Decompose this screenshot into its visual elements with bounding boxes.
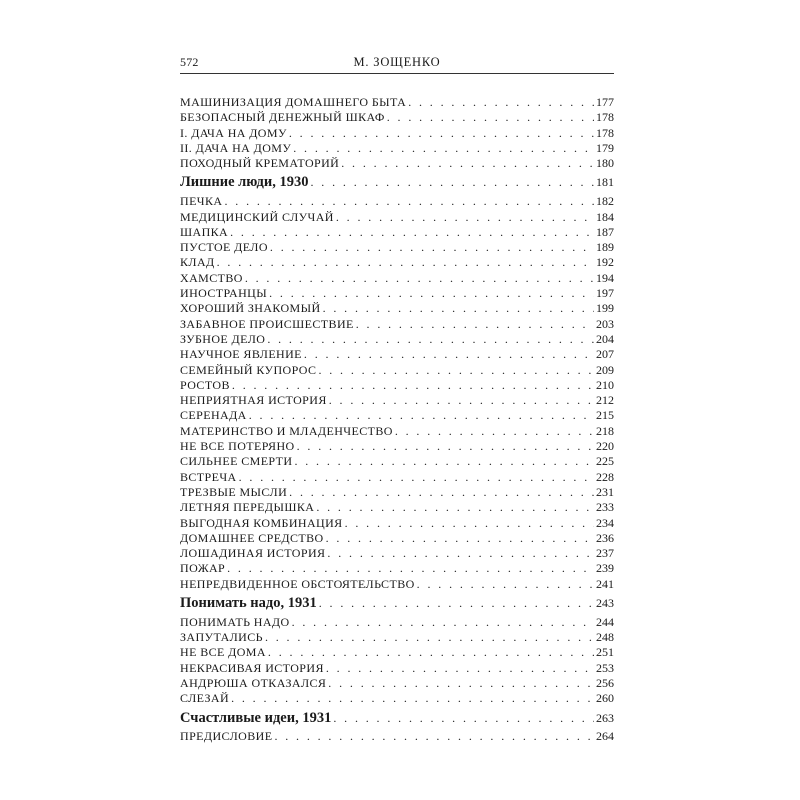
dot-leader: [274, 729, 594, 744]
toc-entry: [180, 347, 614, 362]
toc-entry-title: СЕРЕНАДА: [180, 408, 247, 423]
toc-entry-page: 244: [596, 614, 614, 629]
toc-section-heading: [180, 707, 614, 730]
toc-entry: [180, 95, 614, 110]
toc-entry-title: ЗАБАВНОЕ ПРОИСШЕСТВИЕ: [180, 316, 354, 331]
toc-entry: [180, 110, 614, 125]
toc-entry-page: 199: [596, 301, 614, 316]
toc-entry-title: НЕКРАСИВАЯ ИСТОРИЯ: [180, 660, 324, 675]
dot-leader: [408, 95, 594, 110]
toc-entry: [180, 615, 614, 630]
toc-entry: [180, 577, 614, 592]
toc-entry-title: НЕ ВСЕ ПОТЕРЯНО: [180, 439, 295, 454]
toc-entry-page: 207: [596, 347, 614, 362]
toc-entry-title: ИНОСТРАНЦЫ: [180, 286, 268, 301]
toc-entry-title: ПЕЧКА: [180, 194, 223, 209]
toc-entry-title: АНДРЮША ОТКАЗАЛСЯ: [180, 675, 327, 690]
toc-entry-title: ВСТРЕЧА: [180, 469, 237, 484]
dot-leader: [356, 317, 594, 332]
toc-entry-page: 264: [596, 729, 614, 744]
toc-entry-page: 184: [596, 209, 614, 224]
dot-leader: [333, 707, 594, 730]
dot-leader: [341, 156, 594, 171]
dot-leader: [292, 615, 594, 630]
toc-entry-page: 231: [596, 484, 614, 499]
toc-section-heading: [180, 171, 614, 194]
toc-entry-title: ПУСТОЕ ДЕЛО: [180, 240, 268, 255]
toc-entry-page: 189: [596, 240, 614, 255]
toc-entry: [180, 286, 614, 301]
dot-leader: [329, 393, 594, 408]
dot-leader: [311, 171, 595, 194]
toc-entry: [180, 516, 614, 531]
toc-entry-title: МАШИНИЗАЦИЯ ДОМАШНЕГО БЫТА: [180, 95, 407, 109]
toc-entry: [180, 424, 614, 439]
dot-leader: [239, 470, 594, 485]
toc-entry-title: ПРЕДИСЛОВИЕ: [180, 729, 273, 744]
toc-entry-title: ВЫГОДНАЯ КОМБИНАЦИЯ: [180, 515, 343, 530]
toc-entry: [180, 691, 614, 706]
toc-entry-title: ЛОШАДИНАЯ ИСТОРИЯ: [180, 546, 326, 561]
toc-entry: [180, 729, 614, 744]
toc-entry: [180, 676, 614, 691]
toc-entry-title: СИЛЬНЕЕ СМЕРТИ: [180, 454, 293, 469]
toc-entry-page: 180: [596, 156, 614, 171]
toc-entry-page: 209: [596, 362, 614, 377]
toc-entry: [180, 561, 614, 576]
toc-entry-page: 215: [596, 408, 614, 423]
toc-entry: [180, 439, 614, 454]
toc-entry-page: 203: [596, 316, 614, 331]
dot-leader: [265, 630, 594, 645]
toc-entry: [180, 630, 614, 645]
toc-entry-title: ПОХОДНЫЙ КРЕМАТОРИЙ: [180, 156, 340, 171]
toc-entry-title: РОСТОВ: [180, 377, 230, 392]
dot-leader: [293, 141, 594, 156]
toc-entry: [180, 485, 614, 500]
toc-entry-page: 181: [596, 175, 614, 190]
toc-entry-page: 187: [596, 224, 614, 239]
toc-entry: [180, 271, 614, 286]
dot-leader: [326, 661, 594, 676]
toc-entry-page: 182: [596, 194, 614, 209]
dot-leader: [245, 271, 594, 286]
toc-entry-title: КЛАД: [180, 255, 215, 270]
dot-leader: [304, 347, 594, 362]
toc-entry-title: Понимать надо, 1931: [180, 595, 317, 611]
toc-entry-title: ТРЕЗВЫЕ МЫСЛИ: [180, 484, 288, 499]
toc-entry-page: 197: [596, 286, 614, 301]
toc-entry: [180, 546, 614, 561]
toc-entry: [180, 408, 614, 423]
toc-entry-title: I. ДАЧА НА ДОМУ: [180, 125, 287, 140]
dot-leader: [328, 676, 594, 691]
toc-entry-page: 194: [596, 270, 614, 285]
toc-entry-page: 243: [596, 596, 614, 610]
dot-leader: [326, 531, 594, 546]
toc-entry-title: СЕМЕЙНЫЙ КУПОРОС: [180, 362, 317, 377]
toc-entry-page: 260: [596, 691, 614, 706]
toc-entry: [180, 332, 614, 347]
toc-entry-page: 234: [596, 515, 614, 530]
toc-entry-page: 233: [596, 500, 614, 515]
toc-entry-page: 251: [596, 645, 614, 660]
toc-entry-title: ДОМАШНЕЕ СРЕДСТВО: [180, 530, 324, 545]
dot-leader: [417, 577, 594, 592]
toc-entry-page: 179: [596, 140, 614, 155]
table-of-contents: [180, 95, 614, 745]
dot-leader: [249, 408, 594, 423]
toc-entry: [180, 454, 614, 469]
toc-entry-title: Лишние люди, 1930: [180, 174, 309, 191]
dot-leader: [319, 592, 594, 615]
dot-leader: [316, 500, 594, 515]
toc-entry-title: ХОРОШИЙ ЗНАКОМЫЙ: [180, 301, 321, 316]
toc-entry-page: 210: [596, 377, 614, 392]
dot-leader: [345, 516, 594, 531]
toc-entry-title: НЕПРИЯТНАЯ ИСТОРИЯ: [180, 393, 327, 408]
toc-entry: [180, 531, 614, 546]
toc-entry-title: II. ДАЧА НА ДОМУ: [180, 140, 292, 155]
toc-entry-title: НЕ ВСЕ ДОМА: [180, 645, 266, 660]
toc-entry: [180, 156, 614, 171]
toc-entry-title: НЕПРЕДВИДЕННОЕ ОБСТОЯТЕЛЬСТВО: [180, 576, 415, 591]
toc-entry-page: 263: [596, 710, 614, 725]
dot-leader: [231, 691, 594, 706]
dot-leader: [395, 424, 594, 439]
toc-entry: [180, 210, 614, 225]
dot-leader: [327, 546, 594, 561]
page-header: [180, 55, 614, 74]
toc-entry: [180, 378, 614, 393]
toc-entry-title: ЗУБНОЕ ДЕЛО: [180, 331, 266, 346]
toc-entry-page: 241: [596, 576, 614, 591]
toc-entry: [180, 240, 614, 255]
toc-entry-title: ЛЕТНЯЯ ПЕРЕДЫШКА: [180, 500, 315, 515]
toc-entry-page: 239: [596, 561, 614, 576]
dot-leader: [289, 485, 594, 500]
toc-section-heading: [180, 592, 614, 615]
dot-leader: [267, 332, 594, 347]
dot-leader: [269, 286, 594, 301]
dot-leader: [230, 225, 594, 240]
dot-leader: [227, 561, 594, 576]
toc-entry: [180, 363, 614, 378]
toc-entry-title: МЕДИЦИНСКИЙ СЛУЧАЙ: [180, 209, 334, 224]
toc-entry: [180, 301, 614, 316]
toc-entry: [180, 317, 614, 332]
toc-entry: [180, 255, 614, 270]
toc-entry-page: 256: [596, 675, 614, 690]
dot-leader: [232, 378, 594, 393]
toc-entry: [180, 194, 614, 209]
toc-entry-page: 178: [596, 110, 614, 125]
dot-leader: [318, 363, 594, 378]
toc-entry-title: ПОНИМАТЬ НАДО: [180, 614, 290, 629]
toc-entry: [180, 500, 614, 515]
toc-entry-page: 218: [596, 423, 614, 438]
toc-entry-page: 228: [596, 469, 614, 484]
toc-entry-page: 192: [596, 255, 614, 270]
toc-entry-page: 236: [596, 530, 614, 545]
toc-entry: [180, 141, 614, 156]
toc-entry-page: 178: [596, 125, 614, 140]
toc-entry-page: 248: [596, 630, 614, 645]
toc-entry-title: ХАМСТВО: [180, 270, 243, 285]
running-title: М. ЗОЩЕНКО: [353, 55, 441, 69]
toc-entry: [180, 393, 614, 408]
toc-entry-title: НАУЧНОЕ ЯВЛЕНИЕ: [180, 347, 302, 362]
toc-entry-title: ПОЖАР: [180, 561, 226, 576]
dot-leader: [297, 439, 594, 454]
toc-entry-page: 220: [596, 439, 614, 454]
dot-leader: [268, 645, 594, 660]
toc-entry-page: 177: [596, 95, 614, 109]
toc-entry: [180, 645, 614, 660]
toc-entry-page: 253: [596, 660, 614, 675]
toc-entry: [180, 470, 614, 485]
toc-entry: [180, 225, 614, 240]
toc-entry-title: ШАПКА: [180, 224, 229, 239]
toc-entry-page: 237: [596, 546, 614, 561]
dot-leader: [336, 210, 594, 225]
toc-entry: [180, 661, 614, 676]
dot-leader: [224, 194, 594, 209]
page-number: 572: [180, 55, 199, 69]
toc-entry-page: 204: [596, 331, 614, 346]
dot-leader: [289, 126, 594, 141]
toc-entry-title: МАТЕРИНСТВО И МЛАДЕНЧЕСТВО: [180, 423, 393, 438]
dot-leader: [387, 110, 594, 125]
toc-entry-title: ЗАПУТАЛИСЬ: [180, 630, 263, 645]
toc-entry: [180, 126, 614, 141]
dot-leader: [217, 255, 594, 270]
dot-leader: [294, 454, 594, 469]
toc-entry-page: 225: [596, 454, 614, 469]
toc-entry-title: СЛЕЗАЙ: [180, 691, 230, 706]
dot-leader: [270, 240, 594, 255]
toc-entry-page: 212: [596, 393, 614, 408]
dot-leader: [323, 301, 594, 316]
toc-entry-title: БЕЗОПАСНЫЙ ДЕНЕЖНЫЙ ШКАФ: [180, 110, 385, 125]
toc-entry-title: Счастливые идеи, 1931: [180, 709, 332, 726]
